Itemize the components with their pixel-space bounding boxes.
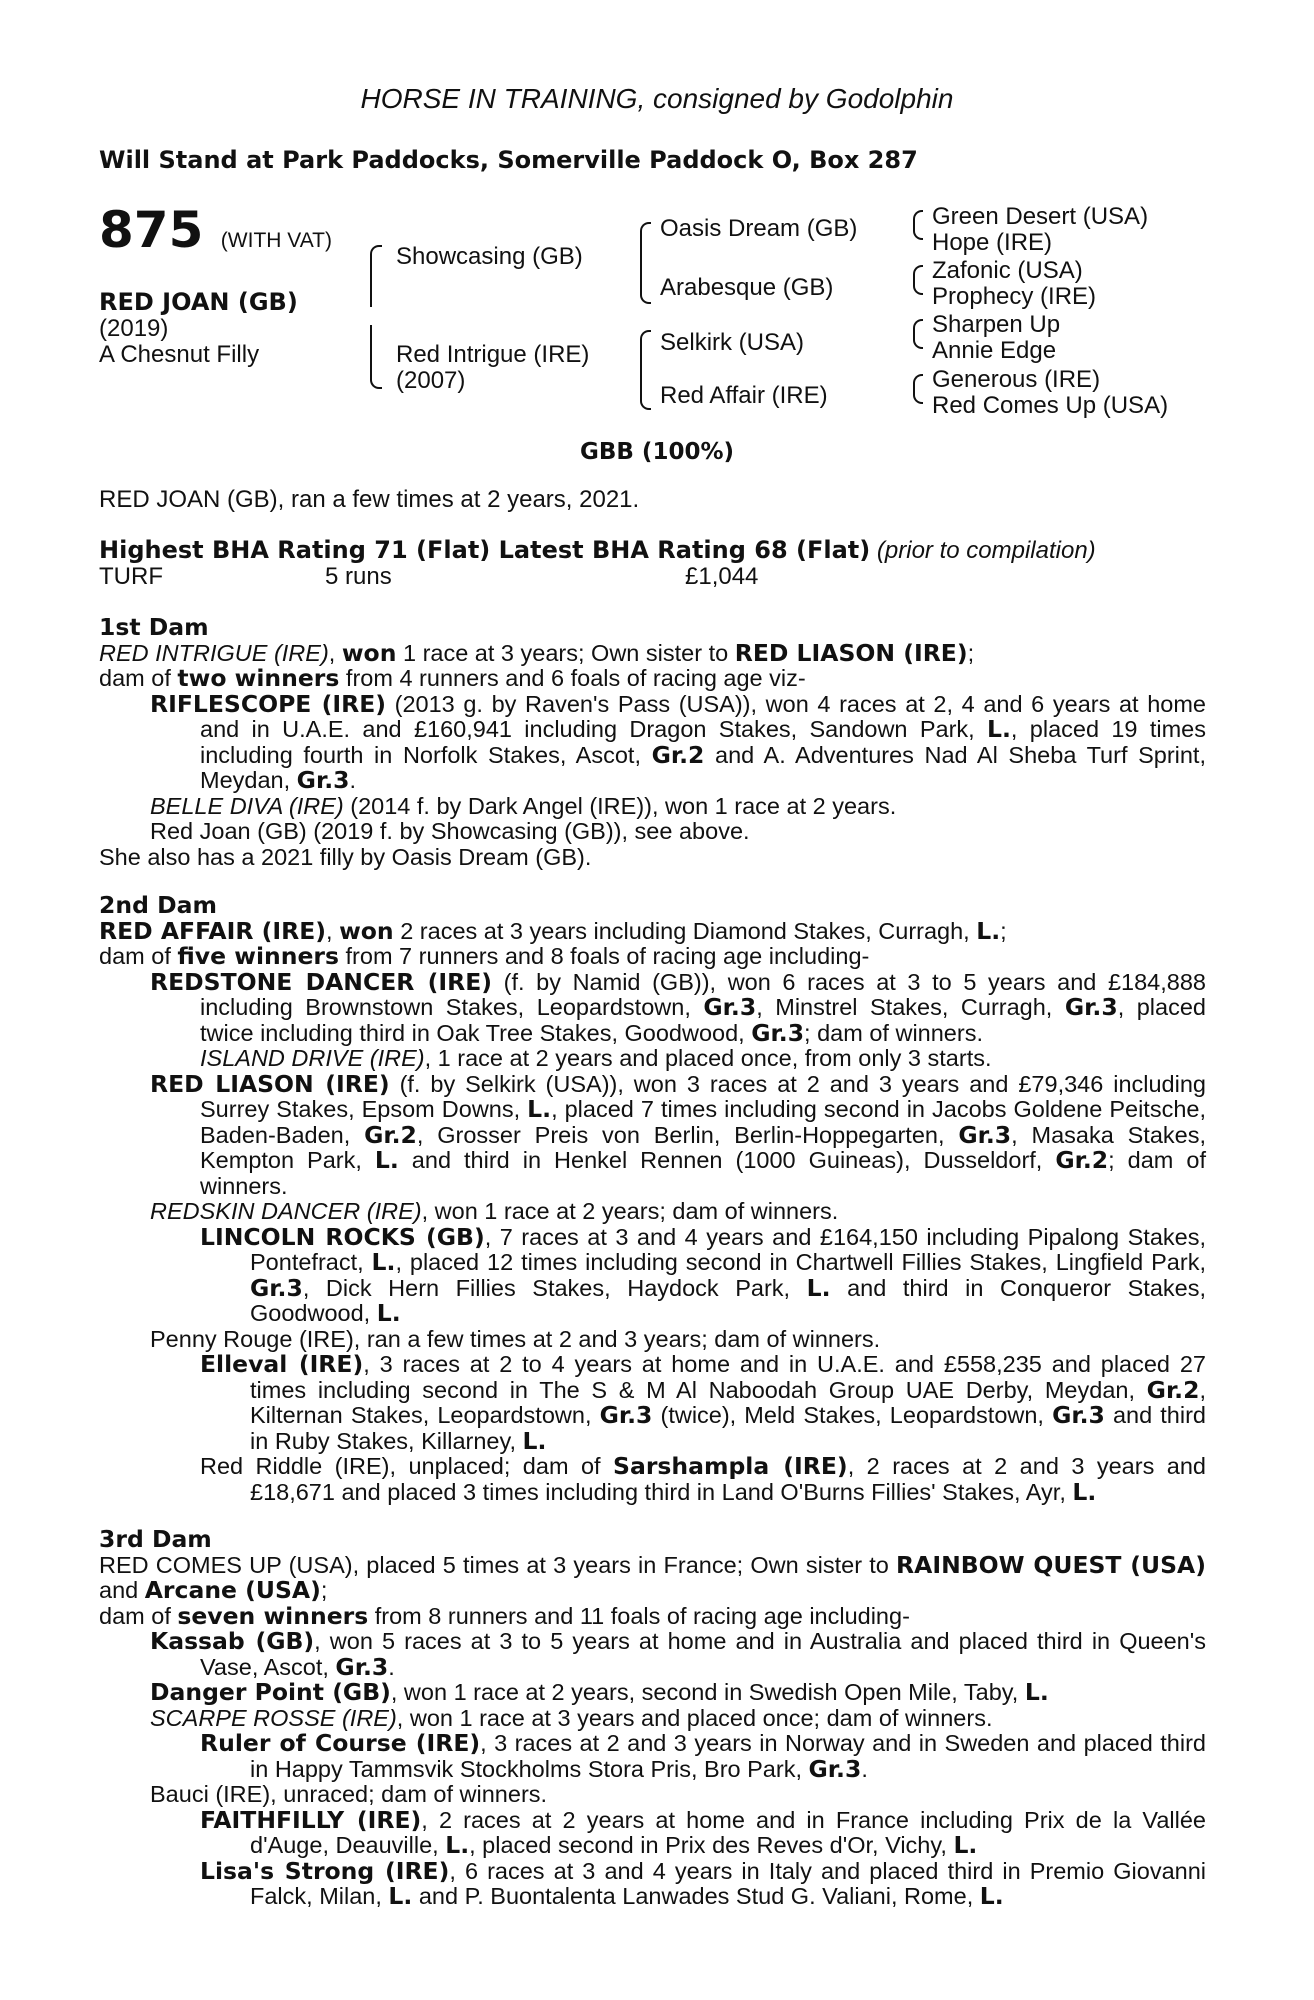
progeny-entry: Ruler of Course (IRE), 3 races at 2 and 3 years in Norway and in Sweden and placed third in Happy Tammsvik Stockholms Stora Pris, Bro Park, Gr.3. (200, 1729, 1206, 1783)
brace-sire-dam (640, 262, 651, 304)
run-count: 5 runs (325, 563, 392, 590)
progeny-entry: Red Riddle (IRE), unplaced; dam of Sarshampla (IRE), 2 races at 2 and 3 years and £18,671 and placed 3 times including third in Land O'Burns Fillies' Stakes, Ayr, L. (200, 1452, 1206, 1506)
runs-summary: RED JOAN (GB), ran a few times at 2 years, 2021. (99, 486, 640, 513)
vat-note: (WITH VAT) (220, 229, 332, 252)
progeny-entry: Lisa's Strong (IRE), 6 races at 3 and 4 years in Italy and placed third in Premio Giovanni Falck, Milan, L. and P. Buontalenta Lanwades Stud G. Valiani, Rome, L. (200, 1856, 1206, 1910)
section-heading: 1st Dam (99, 613, 209, 641)
rating-line (99, 538, 1096, 564)
progeny-entry: ISLAND DRIVE (IRE), 1 race at 2 years and placed once, from only 3 starts. (200, 1045, 992, 1071)
progeny-entry: BELLE DIVA (IRE) (2014 f. by Dark Angel (IRE)), won 1 race at 2 years. (150, 792, 897, 819)
pedigree-dam-year: (2007) (396, 367, 466, 394)
stand-location: Will Stand at Park Paddocks, Somerville Paddock O, Box 287 (99, 146, 918, 174)
rating-bold: Highest BHA Rating 71 (Flat) Latest BHA Rating 68 (Flat) (99, 536, 871, 564)
progeny-entry: Danger Point (GB), won 1 race at 2 years, second in Swedish Open Mile, Taby, L. (150, 1678, 1049, 1706)
pedigree-g8: Red Comes Up (USA) (932, 392, 1169, 419)
horse-year: (2019) (99, 315, 169, 342)
progeny-entry: Bauci (IRE), unraced; dam of winners. (150, 1781, 548, 1807)
brace-g2 (913, 224, 923, 240)
pedigree-g4: Prophecy (IRE) (932, 283, 1097, 310)
first-dam-section (99, 615, 1206, 870)
dam-summary-line: RED INTRIGUE (IRE), won 1 race at 3 years; Own sister to RED LIASON (IRE); (99, 638, 975, 667)
progeny-entry: REDSKIN DANCER (IRE), won 1 race at 2 years; dam of winners. (150, 1198, 839, 1224)
section-heading: 3rd Dam (99, 1525, 212, 1553)
pedigree-g3: Zafonic (USA) (932, 257, 1083, 284)
pedigree-g1: Green Desert (USA) (932, 203, 1149, 230)
pedigree-sire-dam: Arabesque (GB) (660, 274, 834, 301)
progeny-entry: FAITHFILLY (IRE), 2 races at 2 years at home and in France including Prix de la Vallée d'Auge, Deauville, L., placed second in Prix des Reves d'Or, Vichy, L. (200, 1805, 1206, 1859)
pedigree-g6: Annie Edge (932, 337, 1057, 364)
progeny-entry: RIFLESCOPE (IRE) (2013 g. by Raven's Pass (USA)), won 4 races at 2, 4 and 6 years at home and in U.A.E. and £160,941 including Dragon Stakes, Sandown Park, L., placed 19 times including fourth in Norfolk Stakes, Ascot, Gr.2 and A. Adventures Nad Al Sheba Turf Sprint, Meydan, Gr.3. (150, 689, 1206, 794)
progeny-entry: Kassab (GB), won 5 races at 3 to 5 years at home and in Australia and placed third in Queen's Vase, Ascot, Gr.3. (150, 1627, 1206, 1681)
pedigree-dam: Red Intrigue (IRE) (396, 341, 590, 368)
progeny-entry: RED LIASON (IRE) (f. by Selkirk (USA)), won 3 races at 2 and 3 years and £79,346 including Surrey Stakes, Epsom Downs, L., placed 7 times including second in Jacobs Goldene Peitsche, Baden-Baden, Gr.2, Grosser Preis von Berlin, Berlin-Hoppegarten, Gr.3, Masaka Stakes, Kempton Park, L. and third in Henkel Rennen (1000 Guineas), Dusseldorf, Gr.2; dam of winners. (150, 1069, 1206, 1199)
rating-note: (prior to compilation) (876, 537, 1096, 564)
brace-sire-top (370, 245, 382, 307)
gbb-rating: GBB (100%) (579, 439, 735, 465)
pedigree-sire-sire: Oasis Dream (GB) (660, 215, 858, 242)
pedigree-g7: Generous (IRE) (932, 366, 1101, 393)
progeny-entry: REDSTONE DANCER (IRE) (f. by Namid (GB)), won 6 races at 3 to 5 years and £184,888 including Brownstown Stakes, Leopardstown, Gr.3, Minstrel Stakes, Curragh, Gr.3, placed twice including third in Oak Tree Stakes, Goodwood, Gr.3; dam of winners. (150, 967, 1206, 1047)
pedigree-dam-dam: Red Affair (IRE) (660, 382, 828, 409)
progeny-entry: She also has a 2021 filly by Oasis Dream (GB). (99, 843, 592, 870)
brace-g6 (913, 333, 923, 349)
brace-g8 (913, 388, 923, 404)
progeny-entry: Penny Rouge (IRE), ran a few times at 2 and 3 years; dam of winners. (150, 1325, 881, 1352)
progeny-entry: SCARPE ROSSE (IRE), won 1 race at 3 years and placed once; dam of winners. (150, 1704, 993, 1731)
brace-dam-dam (640, 368, 651, 410)
horse-name: RED JOAN (GB) (99, 288, 298, 316)
progeny-entry: Elleval (IRE), 3 races at 2 to 4 years at home and in U.A.E. and £558,235 and placed 27 times including second in The S & M Al Naboodah Group UAE Derby, Meydan, Gr.2, Kilternan Stakes, Leopardstown, Gr.3 (twice), Meld Stakes, Leopardstown, Gr.3 and third in Ruby Stakes, Killarney, L. (200, 1350, 1206, 1455)
brace-dam-sire (640, 330, 651, 368)
dam-summary-line: dam of five winners from 7 runners and 8 foals of racing age including- (99, 942, 870, 970)
second-dam-section (99, 893, 1206, 1505)
horse-description: A Chesnut Filly (99, 341, 260, 368)
progeny-entry: LINCOLN ROCKS (GB), 7 races at 3 and 4 years and £164,150 including Pipalong Stakes, Pontefract, L., placed 12 times including second in Chartwell Fillies Stakes, Lingfield Park, Gr.3, Dick Hern Fillies Stakes, Haydock Park, L. and third in Conqueror Stakes, Goodwood, L. (200, 1222, 1206, 1327)
brace-sire-sire (640, 222, 651, 262)
dam-summary-line: dam of seven winners from 8 runners and 11 foals of racing age including- (99, 1601, 910, 1630)
pedigree-g2: Hope (IRE) (932, 229, 1053, 256)
lot-number: 875 (99, 201, 204, 259)
brace-g4 (913, 279, 923, 295)
dam-summary-line: dam of two winners from 4 runners and 6 foals of racing age viz- (99, 664, 806, 692)
pedigree-dam-sire: Selkirk (USA) (660, 329, 805, 356)
earnings: £1,044 (685, 563, 759, 590)
brace-dam-bottom (370, 325, 382, 389)
lot-number-block (99, 201, 332, 266)
dam-summary-line: RED AFFAIR (IRE), won 2 races at 3 years including Diamond Stakes, Curragh, L.; (99, 916, 1007, 945)
pedigree-sire: Showcasing (GB) (396, 243, 583, 270)
third-dam-section (99, 1527, 1206, 1910)
pedigree-g5: Sharpen Up (932, 311, 1061, 338)
dam-summary-line: RED COMES UP (USA), placed 5 times at 3 years in France; Own sister to RAINBOW QUEST (USA) and Arcane (USA); (99, 1550, 1206, 1604)
surface: TURF (99, 563, 163, 590)
progeny-entry: Red Joan (GB) (2019 f. by Showcasing (GB)), see above. (150, 818, 750, 844)
section-heading: 2nd Dam (99, 891, 217, 919)
page-title: HORSE IN TRAINING, consigned by Godolphin (360, 83, 954, 114)
